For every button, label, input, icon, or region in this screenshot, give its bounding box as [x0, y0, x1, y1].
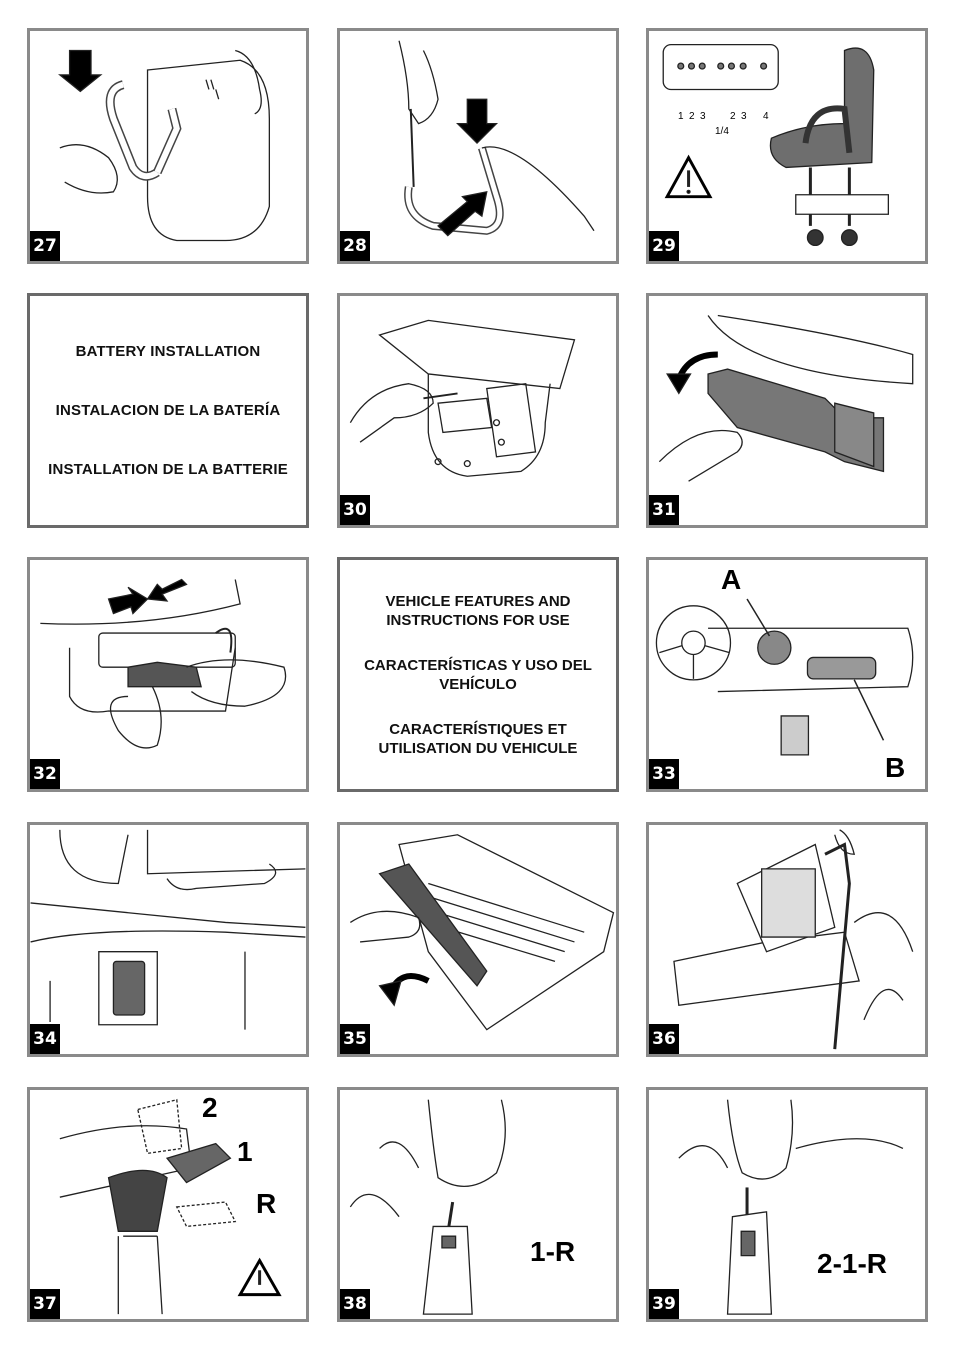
illustration-screwdriver-handle [340, 31, 616, 261]
features-es-line1: CARACTERÍSTICAS Y USO DEL [364, 656, 592, 674]
panel-number: 34 [30, 1022, 62, 1054]
panel-number: 32 [30, 757, 62, 789]
panel-number: 28 [340, 229, 372, 261]
panel-number: 36 [649, 1022, 681, 1054]
panel-number: 27 [30, 229, 62, 261]
panel-number: 39 [649, 1287, 681, 1319]
illustration-seat-install [649, 31, 925, 261]
features-fr-line2: UTILISATION DU VEHICULE [378, 739, 578, 757]
features-title-en [385, 592, 570, 630]
illustration-tailgate [340, 825, 616, 1054]
callout-label-b: B [885, 752, 906, 783]
panel-38 [337, 1087, 619, 1322]
panel-number: 37 [30, 1287, 62, 1319]
panel-28 [337, 28, 619, 264]
illustration-pedal [30, 825, 306, 1054]
panel-number: 29 [649, 229, 681, 261]
callout-label-a: A [721, 564, 742, 595]
pin-label-2b: 2 [730, 111, 736, 122]
panel-34 [27, 822, 309, 1057]
pin-label-3b: 3 [741, 111, 747, 122]
pin-label-2: 2 [689, 111, 695, 122]
illustration-screw-1r [340, 1090, 616, 1319]
mode-label-1r: 1-R [530, 1236, 576, 1267]
panel-30 [337, 293, 619, 528]
features-es-line2: VEHÍCULO [439, 675, 517, 693]
gear-label-2: 2 [202, 1092, 218, 1123]
panel-number: 38 [340, 1287, 372, 1319]
panel-number: 31 [649, 493, 681, 525]
battery-title-en: BATTERY INSTALLATION [75, 343, 261, 360]
illustration-dashboard [649, 560, 925, 789]
illustration-rear-seat [649, 825, 925, 1054]
panel-37 [27, 1087, 309, 1322]
battery-title-fr: INSTALLATION DE LA BATTERIE [48, 461, 288, 478]
features-title-es [364, 656, 592, 694]
panel-number: 35 [340, 1022, 372, 1054]
vehicle-features-panel [337, 557, 619, 792]
mode-label-21r: 2-1-R [817, 1248, 888, 1279]
panel-number: 33 [649, 757, 681, 789]
panel-31 [646, 293, 928, 528]
panel-32 [27, 557, 309, 792]
gear-label-r: R [256, 1188, 277, 1219]
features-title-fr [379, 720, 578, 758]
pin-label-3: 3 [700, 111, 706, 122]
battery-installation-panel [27, 293, 309, 528]
features-en-line2: INSTRUCTIONS FOR USE [386, 611, 570, 629]
panel-27 [27, 28, 309, 264]
panel-33 [646, 557, 928, 792]
illustration-connector [30, 560, 306, 789]
panel-35 [337, 822, 619, 1057]
illustration-screw-21r [649, 1090, 925, 1319]
illustration-seat-screw [340, 296, 616, 525]
panel-29 [646, 28, 928, 264]
pin-label-1: 1 [678, 111, 684, 122]
pin-label-4: 4 [763, 111, 769, 122]
pin-fraction-label: 1/4 [715, 126, 729, 137]
illustration-handle-install [30, 31, 306, 261]
panel-39 [646, 1087, 928, 1322]
features-en-line1: VEHICLE FEATURES AND [385, 592, 571, 610]
features-fr-line1: CARACTERÍSTIQUES ET [389, 720, 567, 738]
panel-36 [646, 822, 928, 1057]
illustration-battery-cover [649, 296, 925, 525]
battery-title-es: INSTALACION DE LA BATERÍA [55, 402, 281, 419]
gear-label-1: 1 [237, 1136, 253, 1167]
panel-number: 30 [340, 493, 372, 525]
